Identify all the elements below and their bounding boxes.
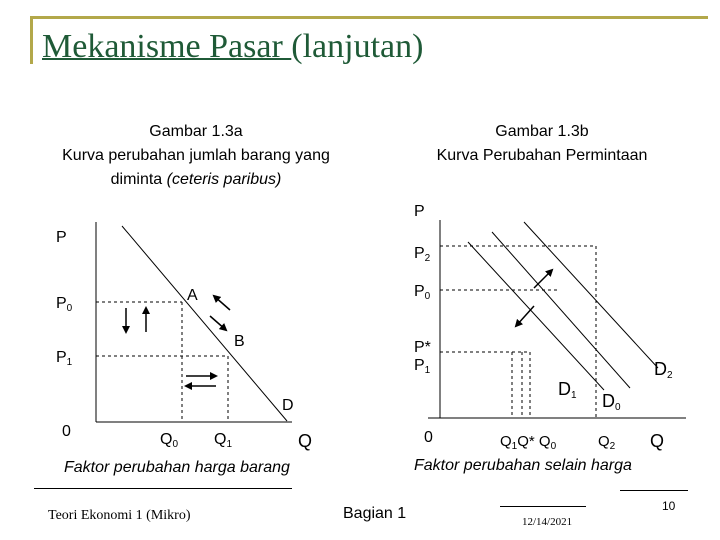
left-footer-caption: Faktor perubahan harga barang — [64, 459, 290, 476]
right-p0-label: $P_0$ — [414, 283, 431, 302]
footer-divider-right — [500, 506, 586, 507]
arrow-up-left-icon — [214, 296, 230, 310]
right-p2-label: $P_2$ — [414, 245, 431, 264]
left-curve-d-label: D — [282, 397, 294, 414]
left-p1-label: $P_1$ — [56, 349, 73, 368]
right-caption-line2: Kurva Perubahan Permintaan — [436, 147, 648, 164]
right-p1-label: $P_1$ — [414, 357, 431, 376]
left-q0-label: $Q_0$ — [160, 431, 179, 450]
left-axis-q-label: Q — [298, 431, 313, 451]
left-q1-label: $Q_1$ — [214, 431, 233, 450]
left-axis-p-label: P — [56, 229, 67, 246]
curve-d2 — [524, 222, 658, 368]
left-caption-line2: Kurva perubahan jumlah barang yang — [62, 147, 330, 164]
slide-title-underlined: Mekanisme Pasar — [42, 28, 292, 65]
curve-d1-label: $D_1$ — [558, 379, 577, 401]
right-caption-line1: Gambar 1.3b — [495, 123, 589, 140]
point-b-label: B — [234, 333, 245, 350]
right-q-values-label: $Q_1Q*$ $Q_0$ — [500, 433, 557, 452]
left-graph — [96, 222, 292, 422]
left-origin-label: 0 — [62, 423, 71, 440]
footer-divider-left — [34, 488, 292, 489]
right-axis-p-label: P — [414, 203, 425, 220]
slide-title-rest: (lanjutan) — [291, 28, 424, 65]
right-pstar-label: P* — [414, 339, 431, 356]
curve-d1 — [468, 242, 604, 390]
footer-part: Bagian 1 — [343, 505, 407, 522]
right-q2-label: $Q_2$ — [598, 433, 616, 452]
left-caption-line1: Gambar 1.3a — [149, 123, 243, 140]
left-caption-line3-plain: diminta — [110, 171, 167, 188]
right-axis-q-label: Q — [650, 431, 665, 451]
left-p0-label: $P_0$ — [56, 295, 73, 314]
footer-page-number: 10 — [662, 499, 676, 513]
curve-d0-label: $D_0$ — [602, 391, 621, 413]
arrow-up-right-icon — [534, 270, 552, 288]
curve-d0 — [492, 232, 630, 388]
arrow-down-left-icon — [516, 306, 534, 326]
curve-d2-label: $D_2$ — [654, 359, 673, 381]
footer-divider-page — [620, 490, 688, 491]
footer-date: 12/14/2021 — [522, 516, 573, 528]
arrow-down-right-icon — [210, 316, 226, 330]
footer-course: Teori Ekonomi 1 (Mikro) — [48, 508, 191, 523]
left-caption-line3-italic: (ceteris paribus) — [166, 171, 282, 188]
right-graph — [428, 220, 686, 418]
right-footer-caption: Faktor perubahan selain harga — [414, 457, 632, 474]
right-origin-label: 0 — [424, 429, 433, 446]
point-a-label: A — [187, 287, 198, 304]
